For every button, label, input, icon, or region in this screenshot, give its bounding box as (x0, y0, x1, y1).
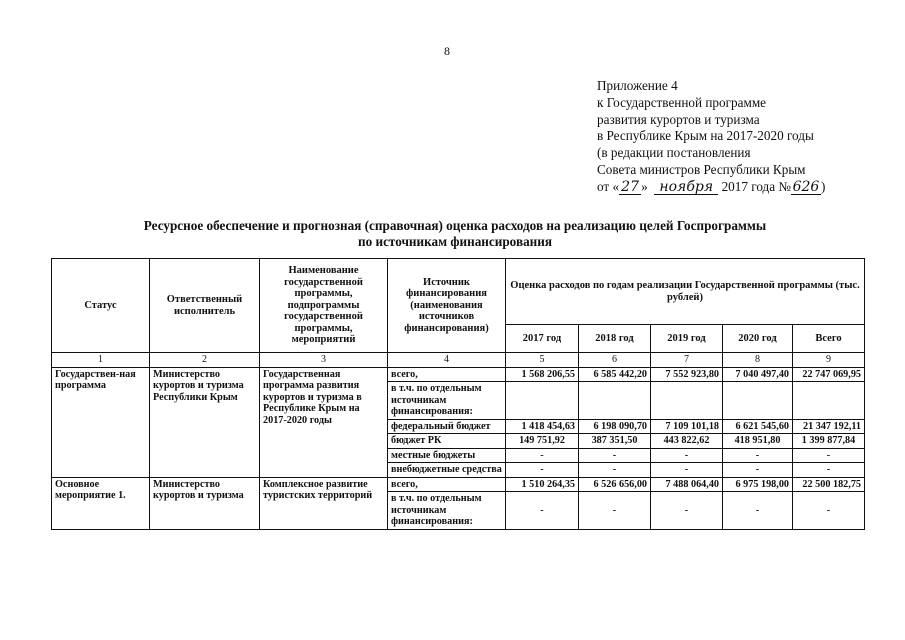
appendix-line: (в редакции постановления (597, 145, 751, 161)
source-cell: всего, (388, 477, 506, 492)
page-number: 8 (444, 44, 450, 58)
header-estimate: Оценка расходов по годам реализации Государственной программы (тыс. рублей) (506, 259, 865, 325)
date-close: ) (820, 178, 826, 194)
executor-cell: Министерство курортов и туризма Республики Крым (150, 367, 260, 477)
source-cell: федеральный бюджет (388, 419, 506, 434)
value-cell: 21 347 192,11 (793, 419, 865, 434)
value-cell: 6 585 442,20 (579, 367, 651, 382)
value-cell: 7 552 923,80 (651, 367, 723, 382)
source-cell: местные бюджеты (388, 448, 506, 463)
appendix-date-line (597, 179, 825, 196)
value-cell: - (793, 463, 865, 478)
date-prefix: от « (597, 178, 620, 194)
table-row (52, 477, 865, 492)
value-cell: - (651, 492, 723, 530)
value-cell (651, 382, 723, 420)
value-cell: 6 975 198,00 (723, 477, 793, 492)
column-number-row (52, 353, 865, 368)
date-year: 2017 года № (721, 178, 791, 194)
value-cell: 22 500 182,75 (793, 477, 865, 492)
date-mid: » (641, 178, 648, 194)
header-2018: 2018 год (579, 325, 651, 353)
value-cell: - (793, 492, 865, 530)
header-row (52, 259, 865, 325)
program-name-cell: Комплексное развитие туристских территорий (260, 477, 388, 529)
source-cell: в т.ч. по отдельным источникам финансирования: (388, 492, 506, 530)
header-2019: 2019 год (651, 325, 723, 353)
col-num: 8 (723, 353, 793, 368)
appendix-block (597, 78, 825, 196)
status-cell: Государствен-ная программа (52, 367, 150, 477)
appendix-line: в Республике Крым на 2017-2020 годы (597, 128, 814, 144)
value-cell: - (793, 448, 865, 463)
col-num: 7 (651, 353, 723, 368)
appendix-line: к Государственной программе (597, 94, 767, 110)
header-2017: 2017 год (506, 325, 579, 353)
status-cell: Основное мероприятие 1. (52, 477, 150, 529)
value-cell: 7 109 101,18 (651, 419, 723, 434)
value-cell: - (651, 448, 723, 463)
resources-table (51, 258, 865, 530)
executor-cell: Министерство курортов и туризма (150, 477, 260, 529)
document-title (60, 218, 850, 250)
value-cell: 6 621 545,60 (723, 419, 793, 434)
col-num: 4 (388, 353, 506, 368)
value-cell (579, 382, 651, 420)
value-cell: 22 747 069,95 (793, 367, 865, 382)
value-cell: 443 822,62 (651, 434, 723, 449)
handwritten-day: 27 (619, 181, 641, 195)
value-cell: 6 198 090,70 (579, 419, 651, 434)
value-cell: 387 351,50 (579, 434, 651, 449)
value-cell: - (506, 463, 579, 478)
value-cell: - (579, 448, 651, 463)
table-row (52, 367, 865, 382)
value-cell: 6 526 656,00 (579, 477, 651, 492)
value-cell: - (579, 463, 651, 478)
value-cell: 1 399 877,84 (793, 434, 865, 449)
col-num: 5 (506, 353, 579, 368)
value-cell: - (506, 492, 579, 530)
program-name-cell: Государственная программа развития курортов и туризма в Республике Крым на 2017-2020 годы (260, 367, 388, 477)
source-cell: бюджет РК (388, 434, 506, 449)
handwritten-number: 626 (792, 178, 820, 195)
appendix-line: Приложение 4 (597, 78, 678, 93)
appendix-line: развития курортов и туризма (597, 111, 760, 127)
title-line-1: Ресурсное обеспечение и прогнозная (справочная) оценка расходов на реализацию целей Госпрограммы (143, 218, 767, 233)
header-total: Всего (793, 325, 865, 353)
col-num: 1 (52, 353, 150, 368)
value-cell: 149 751,92 (506, 434, 579, 449)
value-cell: 1 510 264,35 (506, 477, 579, 492)
header-2020: 2020 год (723, 325, 793, 353)
value-cell (506, 382, 579, 420)
handwritten-month: ноября (654, 181, 718, 195)
col-num: 6 (579, 353, 651, 368)
value-cell: 7 040 497,40 (723, 367, 793, 382)
header-status: Статус (52, 259, 150, 353)
value-cell: - (723, 463, 793, 478)
header-executor: Ответственный исполнитель (150, 259, 260, 353)
header-source: Источник финансирования (наименования источников финансирования) (388, 259, 506, 353)
appendix-line: Совета министров Республики Крым (597, 161, 806, 177)
value-cell: - (723, 492, 793, 530)
col-num: 2 (150, 353, 260, 368)
source-cell: внебюджетные средства (388, 463, 506, 478)
title-line-2: по источникам финансирования (357, 234, 552, 249)
value-cell: 1 568 206,55 (506, 367, 579, 382)
value-cell: - (723, 448, 793, 463)
value-cell: - (579, 492, 651, 530)
value-cell (723, 382, 793, 420)
value-cell: - (651, 463, 723, 478)
col-num: 3 (260, 353, 388, 368)
value-cell: 418 951,80 (723, 434, 793, 449)
source-cell: всего, (388, 367, 506, 382)
value-cell: 1 418 454,63 (506, 419, 579, 434)
col-num: 9 (793, 353, 865, 368)
source-cell: в т.ч. по отдельным источникам финансирования: (388, 382, 506, 420)
value-cell (793, 382, 865, 420)
value-cell: 7 488 064,40 (651, 477, 723, 492)
header-name: Наименование государственной программы, подпрограммы государственной программы, мероприятий (260, 259, 388, 353)
value-cell: - (506, 448, 579, 463)
